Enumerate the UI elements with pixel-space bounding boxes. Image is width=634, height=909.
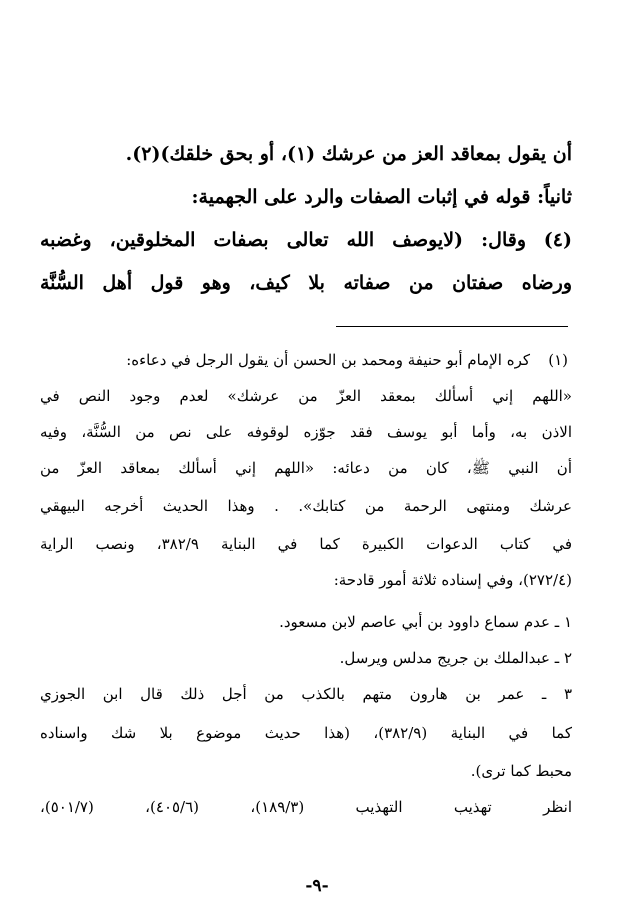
footnote-line-11: كما في البناية (٣٨٢/٩)، (هذا حديث موضوع بلا شك واسناده xyxy=(40,724,572,742)
footnote-divider xyxy=(336,326,568,327)
footnote-line-12: محبط كما ترى). xyxy=(470,762,572,780)
main-line-1: أن يقول بمعاقد العز من عرشك (١)، أو بحق خلقك)(٢). xyxy=(125,143,572,165)
main-line-3: وقال: (لايوصف الله تعالى بصفات المخلوقين، وغضبه xyxy=(40,229,526,251)
footnote-marker: (١) xyxy=(548,351,568,369)
footnote-line-13: انظر تهذيب التهذيب (١٨٩/٣)، (٤٠٥/٦)، (٥٠١/٧)، xyxy=(40,798,572,816)
footnote-line-10: ٣ ـ عمر بن هارون متهم بالكذب من أجل ذلك قال ابن الجوزي xyxy=(40,685,572,703)
footnote-line-6: في كتاب الدعوات الكبيرة كما في البناية ٣٨٢/٩، ونصب الراية xyxy=(40,535,572,553)
main-line-4: ورضاه صفتان من صفاته بلا كيف، وهو قول أهل السُّنَّة xyxy=(40,272,572,294)
footnote-line-4: أن النبي ﷺ، كان من دعائه: «اللهم إني أسألك بمعاقد العزّ من xyxy=(40,459,572,477)
page-number: -٩- xyxy=(305,876,329,896)
paragraph-number: (٤) xyxy=(543,229,572,251)
footnote-line-3: الاذن به، وأما أبو يوسف فقد جوّزه لوقوفه على نص من السُّنَّة، وفيه xyxy=(40,423,572,441)
footnote-line-9: ٢ ـ عبدالملك بن جريج مدلس ويرسل. xyxy=(339,649,572,667)
footnote-line-8: ١ ـ عدم سماع داوود بن أبي عاصم لابن مسعود. xyxy=(279,613,572,631)
footnote-line-2: «اللهم إني أسألك بمعقد العزّ من عرشك» لعدم وجود النص في xyxy=(40,387,572,405)
footnote-line-1: كره الإمام أبو حنيفة ومحمد بن الحسن أن يقول الرجل في دعاءه: xyxy=(126,351,530,369)
main-line-2: ثانياً: قوله في إثبات الصفات والرد على الجهمية: xyxy=(191,186,572,208)
footnote-line-5: عرشك ومنتهى الرحمة من كتابك». . وهذا الحديث أخرجه البيهقي xyxy=(40,497,572,515)
footnote-line-7: (٢٧٢/٤)، وفي إسناده ثلاثة أمور قادحة: xyxy=(333,571,572,589)
